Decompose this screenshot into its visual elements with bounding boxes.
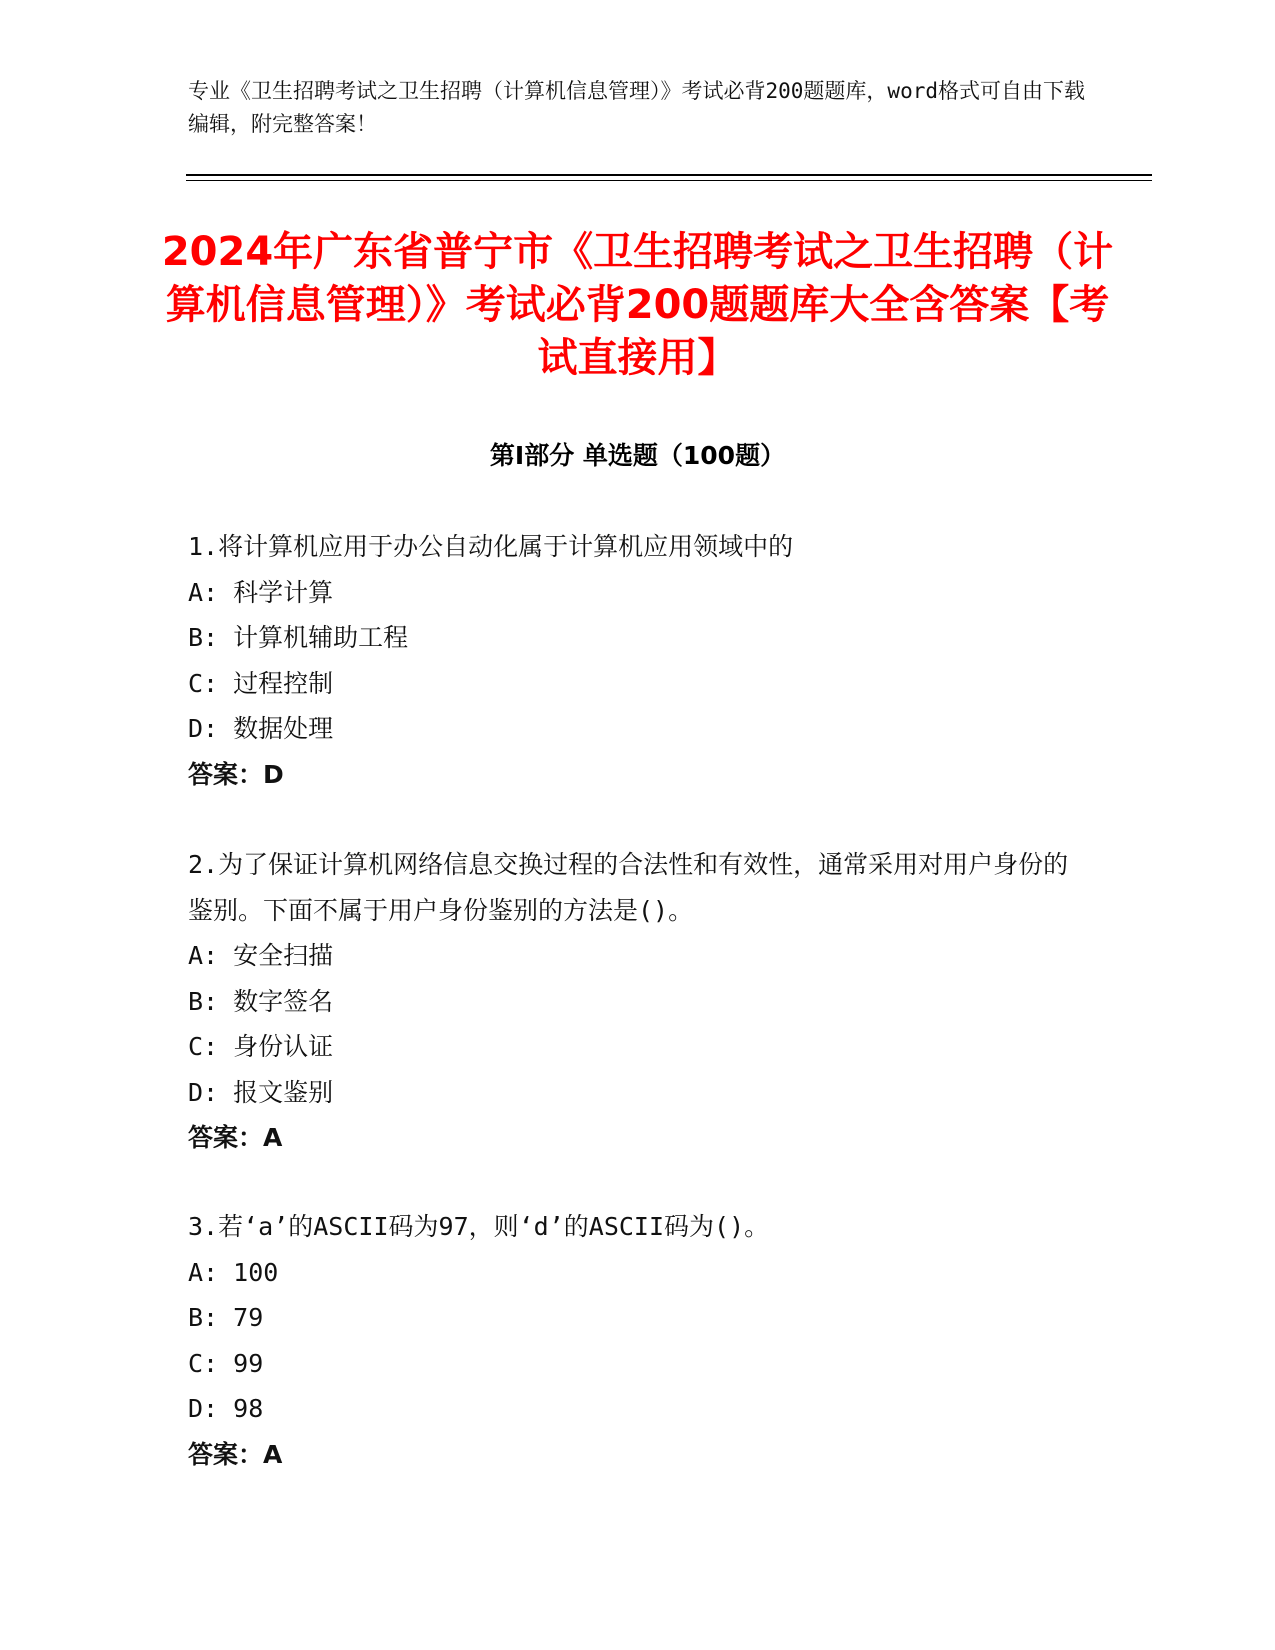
option-d: D: 数据处理 bbox=[188, 714, 334, 743]
header-note: 专业《卫生招聘考试之卫生招聘（计算机信息管理）》考试必背200题题库，word格式可自由下载编辑，附完整答案！ bbox=[188, 79, 1085, 136]
option-b: B: 数字签名 bbox=[188, 986, 334, 1016]
option-c: C: 身份认证 bbox=[188, 1032, 334, 1061]
header-rule-thick bbox=[186, 174, 1152, 176]
answer: 答案：D bbox=[188, 759, 284, 789]
question-stem: 1.将计算机应用于办公自动化属于计算机应用领域中的 bbox=[188, 532, 794, 561]
question-2 bbox=[188, 842, 1088, 1161]
option-b: B: 计算机辅助工程 bbox=[188, 623, 409, 652]
question-stem: 2.为了保证计算机网络信息交换过程的合法性和有效性，通常采用对用户身份的鉴别。下面不属于用户身份鉴别的方法是()。 bbox=[188, 850, 1069, 925]
option-a: A: 科学计算 bbox=[188, 577, 334, 607]
question-stem: 3.若‘a’的ASCII码为97，则‘d’的ASCII码为()。 bbox=[188, 1212, 770, 1241]
question-3 bbox=[188, 1204, 1088, 1477]
document-title: 2024年广东省普宁市《卫生招聘考试之卫生招聘（计算机信息管理）》考试必背200题题库大全含答案【考试直接用】 bbox=[161, 229, 1114, 381]
option-b: B: 79 bbox=[188, 1303, 264, 1332]
header-rule-thin bbox=[186, 180, 1152, 181]
option-a: A: 100 bbox=[188, 1257, 279, 1287]
option-d: D: 98 bbox=[188, 1394, 264, 1423]
answer: 答案：A bbox=[188, 1123, 283, 1152]
question-1 bbox=[188, 524, 1088, 797]
option-a: A: 安全扫描 bbox=[188, 941, 334, 970]
option-c: C: 过程控制 bbox=[188, 668, 334, 698]
option-d: D: 报文鉴别 bbox=[188, 1077, 334, 1107]
option-c: C: 99 bbox=[188, 1348, 264, 1378]
answer: 答案：A bbox=[188, 1439, 283, 1469]
section-heading: 第Ⅰ部分 单选题（100题） bbox=[489, 441, 786, 470]
